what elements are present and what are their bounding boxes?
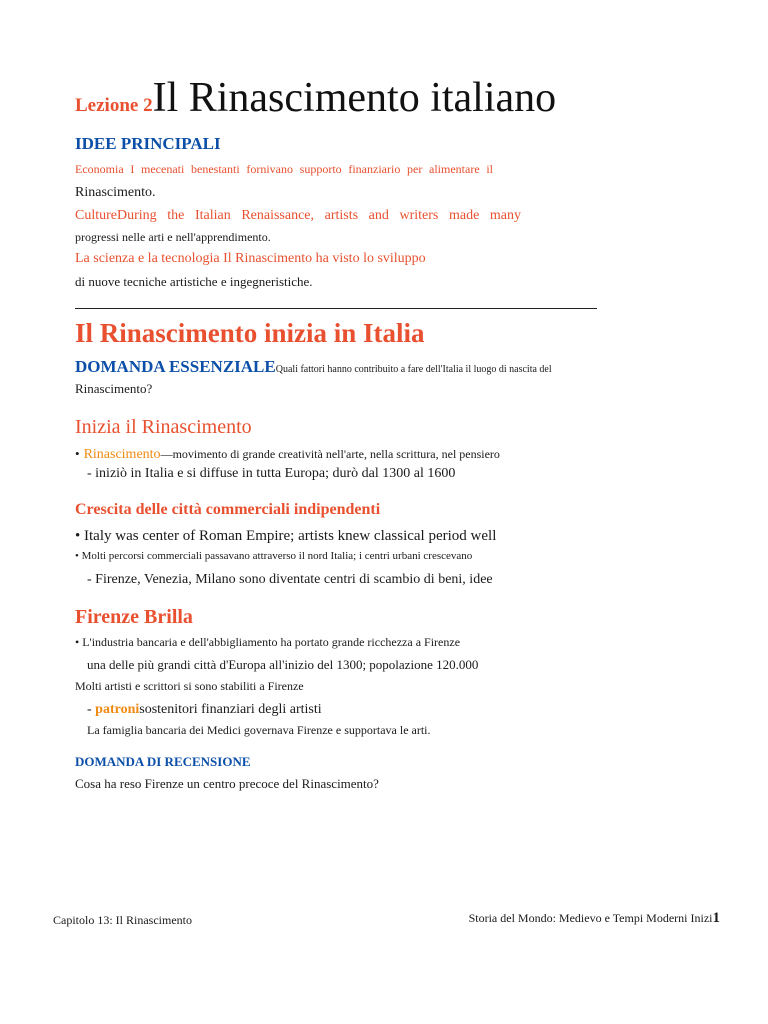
footer-chapter: Capitolo 13: Il Rinascimento — [53, 913, 192, 927]
culture-idea-line1: CultureDuring the Italian Renaissance, artists and writers made many — [75, 208, 521, 223]
review-question-label: DOMANDA DI RECENSIONE — [75, 754, 251, 769]
firenze-bullet1: • L'industria bancaria e dell'abbigliamento ha portato grande ricchezza a Firenze — [75, 635, 461, 649]
crescita-heading: Crescita delle città commerciali indipendenti — [75, 501, 381, 518]
section-divider — [75, 308, 597, 309]
essential-question-label: DOMANDA ESSENZIALE — [75, 357, 276, 376]
essential-question — [75, 357, 552, 377]
essential-question-text: Quali fattori hanno contribuito a fare dell'Italia il luogo di nascita del — [275, 364, 552, 375]
lesson-title: Il Rinascimento italiano — [152, 75, 557, 121]
firenze-sub — [87, 700, 322, 718]
bullet-dot: • — [75, 446, 80, 461]
inizia-bullet — [75, 445, 500, 463]
firenze-line5: La famiglia bancaria dei Medici governava Firenze e supportava le arti. — [87, 723, 431, 737]
essential-question-cont: Rinascimento? — [75, 381, 153, 396]
review-question: Cosa ha reso Firenze un centro precoce del Rinascimento? — [75, 776, 379, 791]
term-rinascimento-definition: —movimento di grande creatività nell'arte, nella scrittura, nel pensiero — [160, 447, 500, 461]
footer-book-title: Storia del Mondo: Medievo e Tempi Moderni Inizi — [468, 911, 713, 925]
term-rinascimento: Rinascimento — [83, 447, 161, 462]
economy-idea-line1: Economia I mecenati benestanti fornivano supporto finanziario per alimentare il — [75, 162, 493, 176]
lesson-title-row — [75, 74, 556, 122]
sub-dash: - — [87, 702, 96, 717]
section-title: Il Rinascimento inizia in Italia — [75, 318, 425, 348]
inizia-heading: Inizia il Rinascimento — [75, 416, 252, 438]
footer-book — [469, 910, 720, 927]
inizia-sub: - iniziò in Italia e si diffuse in tutta Europa; durò dal 1300 al 1600 — [87, 466, 456, 481]
lesson-label: Lezione 2 — [75, 95, 153, 116]
page-number: 1 — [712, 910, 720, 926]
firenze-heading: Firenze Brilla — [75, 606, 193, 628]
term-patroni-definition: sostenitori finanziari degli artisti — [139, 702, 322, 717]
main-ideas-heading: IDEE PRINCIPALI — [75, 134, 221, 153]
firenze-line3: Molti artisti e scrittori si sono stabiliti a Firenze — [75, 679, 304, 693]
firenze-line2: una delle più grandi città d'Europa all'inizio del 1300; popolazione 120.000 — [87, 657, 479, 672]
science-idea-line2: di nuove tecniche artistiche e ingegneristiche. — [75, 274, 313, 289]
term-patroni: patroni — [95, 702, 140, 717]
crescita-sub: - Firenze, Venezia, Milano sono diventate centri di scambio di beni, idee — [87, 572, 493, 587]
crescita-bullet2: • Molti percorsi commerciali passavano attraverso il nord Italia; i centri urbani crescevano — [75, 550, 473, 562]
economy-idea-line2: Rinascimento. — [75, 185, 156, 200]
science-idea-line1: La scienza e la tecnologia Il Rinascimento ha visto lo sviluppo — [75, 251, 426, 266]
crescita-bullet1: • Italy was center of Roman Empire; artists knew classical period well — [75, 528, 497, 544]
culture-idea-line2: progressi nelle arti e nell'apprendimento. — [75, 230, 271, 244]
